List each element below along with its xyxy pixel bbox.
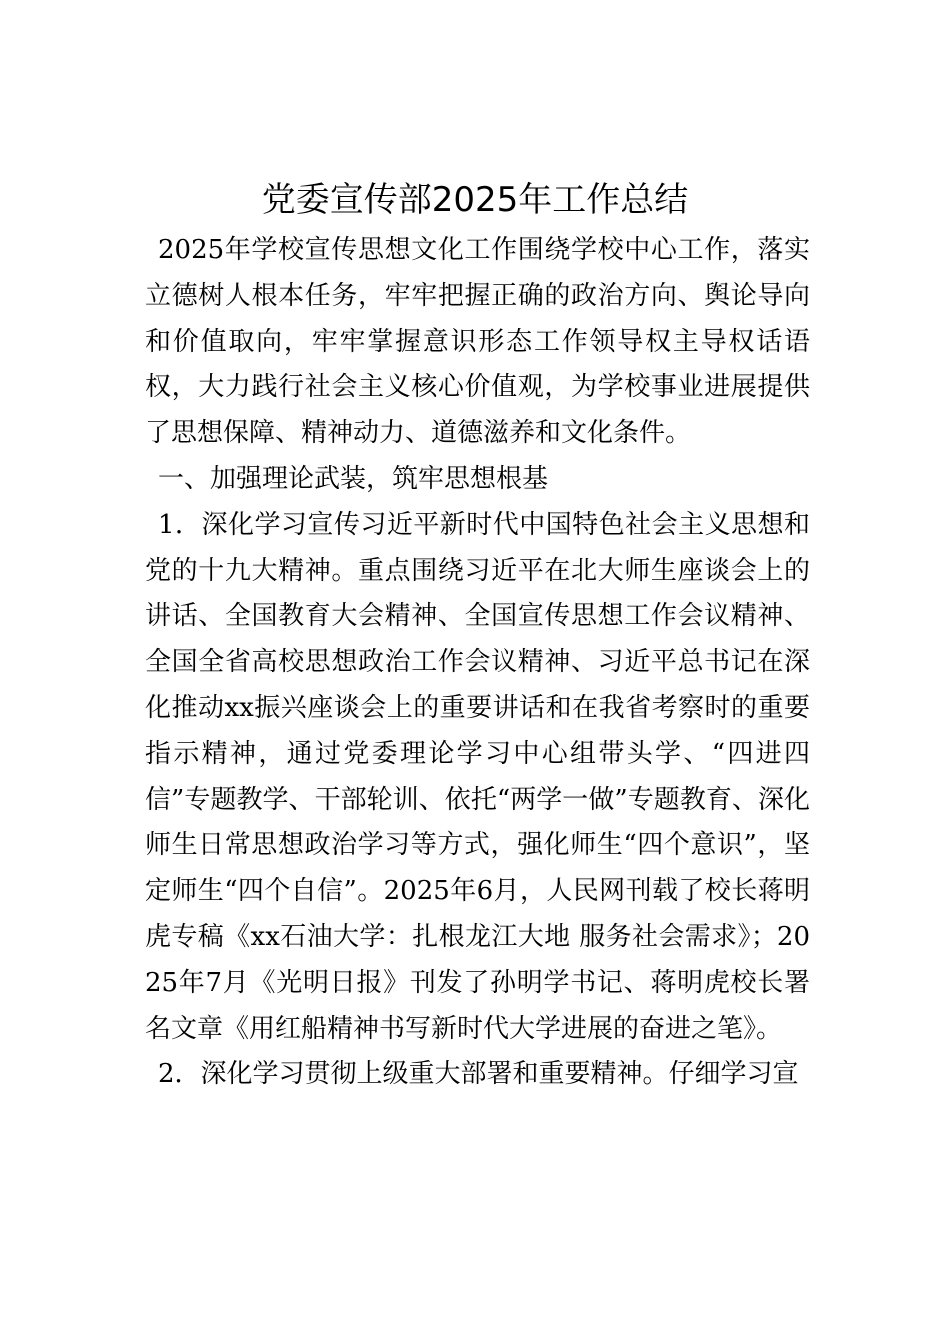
item-paragraph-2: 2．深化学习贯彻上级重大部署和重要精神。仔细学习宣 xyxy=(158,1059,799,1090)
section-heading-1: 一、加强理论武装，筑牢思想根基 xyxy=(158,463,549,494)
intro-paragraph: 2025年学校宣传思想文化工作围绕学校中心工作，落实立德树人根本任务，牢牢把握正确的政治方向、舆论导向和价值取向，牢牢掌握意识形态工作领导权主导权话语权，大力践行社会主义核心价值观，为学校事业进展提供了思想保障、精神动力、道德滋养和文化条件。 xyxy=(145,235,810,449)
document-body xyxy=(145,228,810,1098)
document-title: 党委宣传部2025年工作总结 xyxy=(261,180,689,220)
item-paragraph-1: 1．深化学习宣传习近平新时代中国特色社会主义思想和党的十九大精神。重点围绕习近平在北大师生座谈会上的讲话、全国教育大会精神、全国宣传思想工作会议精神、全国全省高校思想政治工作会议精神、习近平总书记在深化推动xx振兴座谈会上的重要讲话和在我省考察时的重要指示精神，通过党委理论学习中心组带头学、“四进四信”专题教学、干部轮训、依托“两学一做”专题教育、深化师生日常思想政治学习等方式，强化师生“四个意识”，坚定师生“四个自信”。2025年6月，人民网刊载了校长蒋明虎专稿《xx石油大学：扎根龙江大地 服务社会需求》；2025年7月《光明日报》刊发了孙明学书记、蒋明虎校长署名文章《用红船精神书写新时代大学进展的奋进之笔》。 xyxy=(145,509,810,1044)
